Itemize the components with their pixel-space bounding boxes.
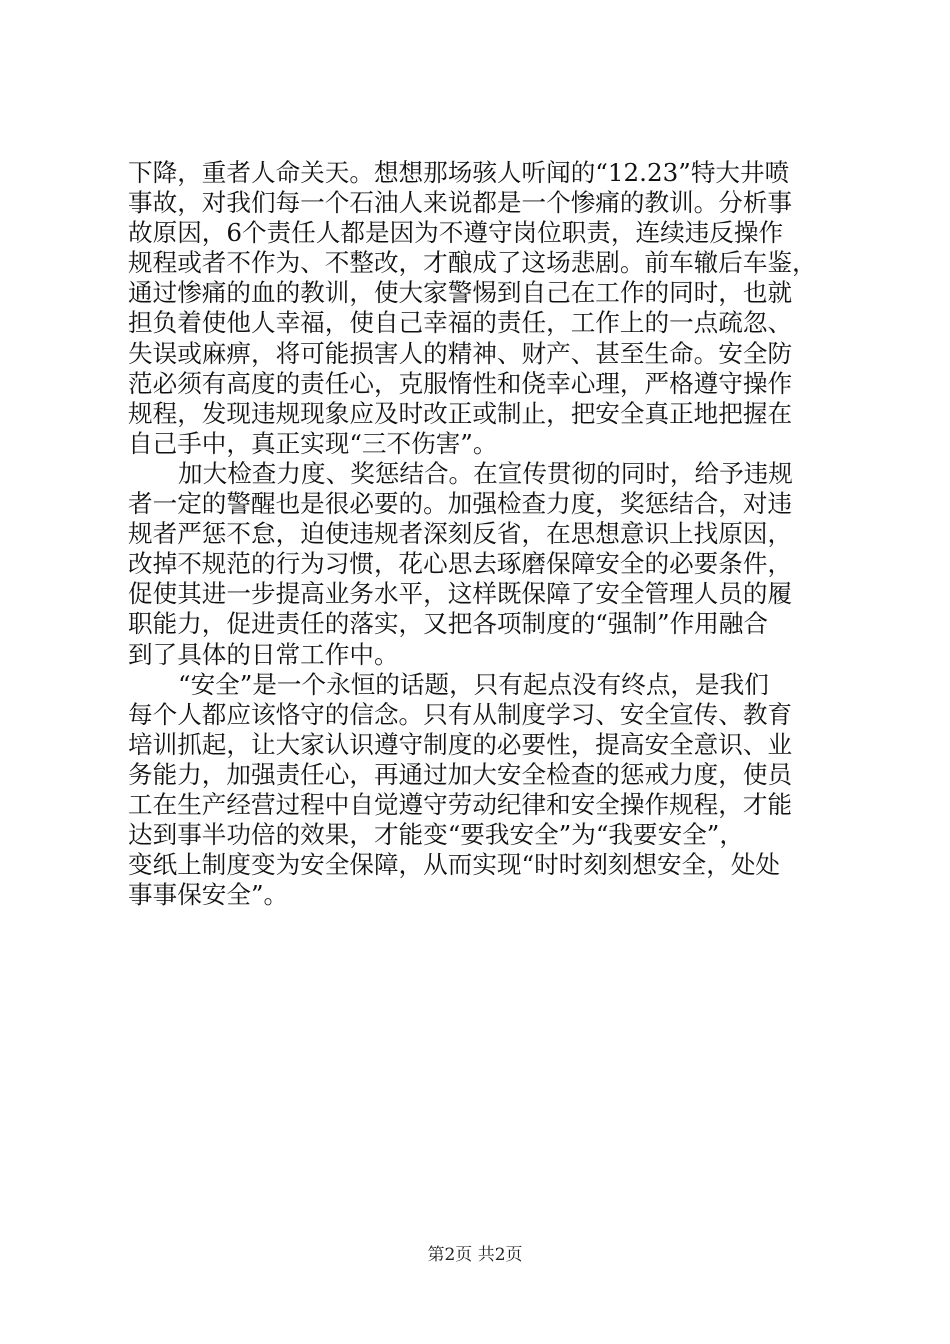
text-line: 达到事半功倍的效果，才能变“要我安全”为“我要安全”， — [128, 820, 744, 850]
text-line: 改掉不规范的行为习惯，花心思去琢磨保障安全的必要条件， — [128, 549, 793, 579]
document-body — [128, 158, 838, 910]
paragraph-2 — [128, 459, 838, 670]
paragraph-1 — [128, 158, 838, 459]
text-line: 培训抓起，让大家认识遵守制度的必要性，提高安全意识、业 — [128, 729, 793, 759]
text-line: 加大检查力度、奖惩结合。在宣传贯彻的同时，给予违规 — [178, 458, 793, 488]
text-line: 规程或者不作为、不整改，才酿成了这场悲剧。前车辙后车鉴， — [128, 248, 817, 278]
text-line: 通过惨痛的血的教训，使大家警惕到自己在工作的同时，也就 — [128, 278, 793, 308]
text-line: 失误或麻痹，将可能损害人的精神、财产、甚至生命。安全防 — [128, 338, 793, 368]
text-line: 下降，重者人命关天。想想那场骇人听闻的“12.23”特大井喷 — [128, 158, 790, 187]
text-line: 担负着使他人幸福，使自己幸福的责任，工作上的一点疏忽、 — [128, 308, 793, 338]
text-line: 事事保安全”。 — [128, 880, 289, 910]
text-line: 到了具体的日常工作中。 — [128, 639, 399, 669]
text-line: 规程，发现违规现象应及时改正或制止，把安全真正地把握在 — [128, 398, 793, 428]
page-number-footer: 第2页 共2页 — [427, 1245, 523, 1265]
text-line: 故原因，6个责任人都是因为不遵守岗位职责，连续违反操作 — [128, 218, 784, 248]
text-line: 者一定的警醒也是很必要的。加强检查力度，奖惩结合，对违 — [128, 489, 793, 519]
text-line: 务能力，加强责任心，再通过加大安全检查的惩戒力度，使员 — [128, 759, 793, 789]
text-line: 规者严惩不怠，迫使违规者深刻反省，在思想意识上找原因， — [128, 519, 793, 549]
paragraph-3 — [128, 670, 838, 911]
text-line: 每个人都应该恪守的信念。只有从制度学习、安全宣传、教育 — [128, 699, 793, 729]
text-line: 促使其进一步提高业务水平，这样既保障了安全管理人员的履 — [128, 579, 793, 609]
text-line: 事故，对我们每一个石油人来说都是一个惨痛的教训。分析事 — [128, 188, 793, 218]
text-line: 范必须有高度的责任心，克服惰性和侥幸心理，严格遵守操作 — [128, 368, 793, 398]
text-line: 工在生产经营过程中自觉遵守劳动纪律和安全操作规程，才能 — [128, 789, 793, 819]
text-line: 自己手中，真正实现“三不伤害”。 — [128, 428, 498, 458]
text-line: 职能力，促进责任的落实，又把各项制度的“强制”作用融合 — [128, 609, 768, 639]
text-line: 变纸上制度变为安全保障，从而实现“时时刻刻想安全，处处 — [128, 850, 781, 880]
text-line: “安全”是一个永恒的话题，只有起点没有终点，是我们 — [178, 669, 769, 699]
